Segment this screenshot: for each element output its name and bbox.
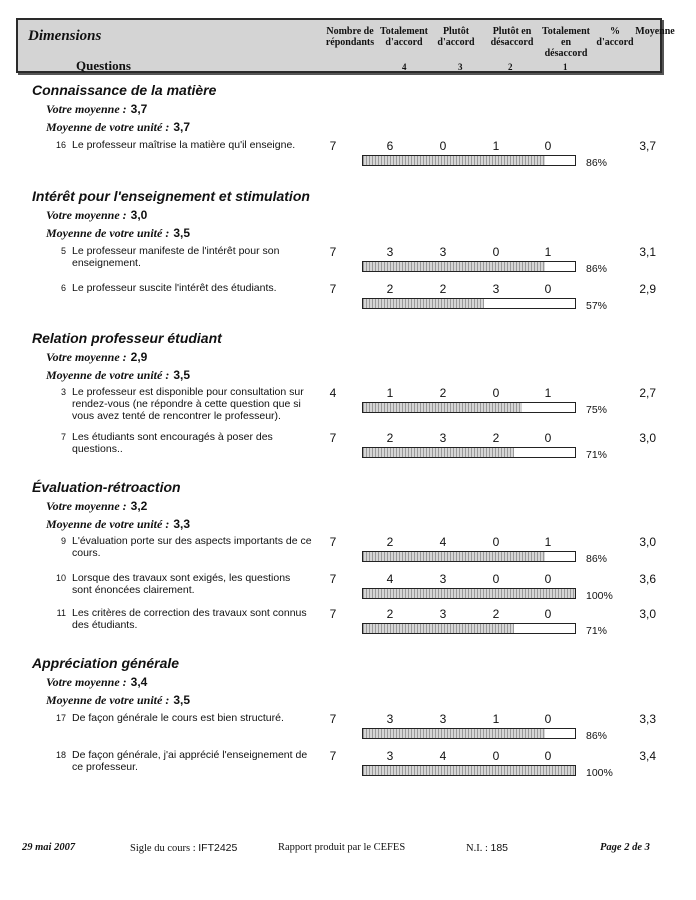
header-column-text: en: [561, 37, 571, 48]
your-average-value: 3,7: [130, 102, 148, 116]
response-count: 1: [492, 712, 500, 726]
question-average: 3,6: [639, 572, 656, 586]
unit-average-value: 3,5: [173, 693, 191, 707]
response-count: 3: [492, 282, 500, 296]
question-number: 3: [60, 387, 66, 397]
respondent-count: 7: [329, 712, 337, 726]
section-title: Intérêt pour l'enseignement et stimulation: [32, 188, 310, 204]
agreement-bar: [362, 155, 576, 166]
response-count: 2: [492, 431, 500, 445]
response-count: 2: [386, 607, 394, 621]
section-title: Évaluation-rétroaction: [32, 479, 181, 495]
agreement-bar-fill: [363, 262, 545, 271]
question-text: Le professeur manifeste de l'intérêt pour son enseignement.: [72, 245, 280, 269]
agreement-bar: [362, 588, 576, 599]
question-text: Les critères de correction des travaux sont connus des étudiants.: [72, 607, 307, 631]
agreement-bar-fill: [363, 552, 545, 561]
question-number: 18: [55, 750, 66, 760]
report-date: 29 mai 2007: [22, 842, 76, 853]
response-count: 2: [492, 607, 500, 621]
unit-average: [46, 226, 190, 241]
agreement-bar-fill: [363, 729, 545, 738]
agreement-bar: [362, 728, 576, 739]
your-average-label: Votre moyenne :: [46, 675, 127, 689]
agreement-bar: [362, 261, 576, 272]
respondent-count: 7: [329, 572, 337, 586]
your-average-value: 2,9: [130, 350, 148, 364]
header-column-text: %: [610, 26, 620, 37]
response-count: 6: [386, 139, 394, 153]
your-average: [46, 350, 147, 365]
response-count: 0: [492, 245, 500, 259]
course-code: [130, 842, 237, 854]
question-text: De façon générale le cours est bien structuré.: [72, 712, 284, 724]
question-average: 2,9: [639, 282, 656, 296]
course-code-value: IFT2425: [198, 842, 238, 854]
question-text: Le professeur est disponible pour consultation sur rendez-vous (ne répondre à cette question que si vous avez tenté de rencontrer le professeur).: [72, 386, 304, 422]
agreement-percent: 75%: [586, 404, 608, 416]
your-average-label: Votre moyenne :: [46, 208, 127, 222]
header-column-text: Moyenne: [635, 26, 675, 37]
header-scale-value: 1: [563, 62, 568, 72]
question-number: 7: [60, 432, 66, 442]
question-average: 2,7: [639, 386, 656, 400]
unit-average-value: 3,3: [173, 517, 191, 531]
response-count: 2: [386, 282, 394, 296]
your-average-label: Votre moyenne :: [46, 499, 127, 513]
header-column-4: [538, 26, 594, 59]
ni-field: [466, 842, 508, 854]
agreement-bar-fill: [363, 403, 522, 412]
question-number: 16: [55, 140, 66, 150]
response-count: 0: [544, 572, 552, 586]
agreement-bar: [362, 623, 576, 634]
agreement-bar: [362, 551, 576, 562]
response-count: 4: [386, 572, 394, 586]
your-average: [46, 499, 147, 514]
your-average-label: Votre moyenne :: [46, 102, 127, 116]
section-title: Connaissance de la matière: [32, 82, 217, 98]
question-number: 10: [55, 573, 66, 583]
question-number: 6: [60, 283, 66, 293]
ni-value: 185: [490, 842, 509, 854]
your-average-label: Votre moyenne :: [46, 350, 127, 364]
respondent-count: 7: [329, 245, 337, 259]
response-count: 0: [492, 535, 500, 549]
response-count: 1: [386, 386, 394, 400]
header-column-text: Plutôt en: [492, 26, 532, 37]
unit-average-value: 3,7: [173, 120, 191, 134]
respondent-count: 7: [329, 607, 337, 621]
response-count: 2: [439, 282, 447, 296]
agreement-percent: 86%: [586, 157, 608, 169]
response-count: 0: [544, 749, 552, 763]
table-header: [16, 18, 675, 73]
unit-average-label: Moyenne de votre unité :: [46, 693, 170, 707]
agreement-percent: 86%: [586, 553, 608, 565]
response-count: 0: [544, 607, 552, 621]
header-column-1: [376, 26, 432, 48]
agreement-bar-fill: [363, 448, 514, 457]
header-column-3: [484, 26, 540, 48]
agreement-percent: 100%: [586, 590, 613, 602]
agreement-percent: 86%: [586, 263, 608, 275]
unit-average-value: 3,5: [173, 368, 191, 382]
question-average: 3,4: [639, 749, 656, 763]
response-count: 0: [439, 139, 447, 153]
header-column-text: répondants: [325, 37, 375, 48]
header-scale-value: 4: [402, 62, 407, 72]
header-column-text: désaccord: [490, 37, 534, 48]
question-average: 3,1: [639, 245, 656, 259]
your-average-value: 3,2: [130, 499, 148, 513]
agreement-percent: 100%: [586, 767, 613, 779]
question-text: De façon générale, j'ai apprécié l'enseignement de ce professeur.: [72, 749, 308, 773]
response-count: 0: [544, 431, 552, 445]
unit-average: [46, 693, 190, 708]
question-number: 17: [55, 713, 66, 723]
question-text: Le professeur maîtrise la matière qu'il enseigne.: [72, 139, 296, 151]
respondent-count: 7: [329, 139, 337, 153]
header-column-text: Totalement: [380, 26, 428, 37]
response-count: 3: [386, 749, 394, 763]
question-text: Lorsque des travaux sont exigés, les questions sont énoncées clairement.: [72, 572, 291, 596]
unit-average: [46, 120, 190, 135]
header-column-0: [318, 26, 382, 48]
agreement-percent: 57%: [586, 300, 608, 312]
unit-average: [46, 517, 190, 532]
report-producer: Rapport produit par le CEFES: [278, 842, 406, 853]
question-average: 3,0: [639, 431, 656, 445]
question-number: 9: [60, 536, 66, 546]
questions-heading: Questions: [76, 58, 131, 73]
agreement-bar: [362, 402, 576, 413]
response-count: 3: [386, 245, 394, 259]
unit-average-label: Moyenne de votre unité :: [46, 368, 170, 382]
header-column-text: Totalement: [542, 26, 590, 37]
dimensions-heading: Dimensions: [28, 28, 102, 44]
header-scale-value: 3: [458, 62, 463, 72]
your-average: [46, 675, 147, 690]
response-count: 1: [544, 535, 552, 549]
response-count: 3: [439, 572, 447, 586]
response-count: 0: [544, 282, 552, 296]
question-average: 3,7: [639, 139, 656, 153]
respondent-count: 7: [329, 282, 337, 296]
agreement-bar-fill: [363, 766, 575, 775]
unit-average-label: Moyenne de votre unité :: [46, 517, 170, 531]
response-count: 3: [439, 431, 447, 445]
unit-average-value: 3,5: [173, 226, 191, 240]
agreement-bar-fill: [363, 624, 514, 633]
response-count: 3: [439, 245, 447, 259]
response-count: 0: [544, 139, 552, 153]
agreement-bar: [362, 765, 576, 776]
header-scale-value: 2: [508, 62, 513, 72]
header-column-2: [430, 26, 482, 48]
header-column-text: d'accord: [437, 37, 475, 48]
agreement-bar-fill: [363, 299, 484, 308]
agreement-percent: 71%: [586, 449, 608, 461]
header-column-text: Plutôt: [442, 26, 470, 37]
question-average: 3,0: [639, 607, 656, 621]
response-count: 2: [439, 386, 447, 400]
agreement-percent: 71%: [586, 625, 608, 637]
agreement-bar-fill: [363, 589, 575, 598]
agreement-bar: [362, 298, 576, 309]
response-count: 0: [492, 749, 500, 763]
ni-label: N.I. :: [466, 843, 488, 854]
agreement-bar: [362, 447, 576, 458]
respondent-count: 4: [329, 386, 337, 400]
response-count: 2: [386, 535, 394, 549]
unit-average-label: Moyenne de votre unité :: [46, 120, 170, 134]
response-count: 3: [386, 712, 394, 726]
response-count: 1: [492, 139, 500, 153]
header-column-text: Nombre de: [326, 26, 374, 37]
question-text: L'évaluation porte sur des aspects importants de ce cours.: [72, 535, 312, 559]
response-count: 0: [492, 386, 500, 400]
your-average-value: 3,0: [130, 208, 148, 222]
respondent-count: 7: [329, 535, 337, 549]
response-count: 0: [492, 572, 500, 586]
respondent-count: 7: [329, 749, 337, 763]
response-count: 4: [439, 749, 447, 763]
section-title: Appréciation générale: [32, 655, 180, 671]
question-average: 3,3: [639, 712, 656, 726]
header-column-text: d'accord: [385, 37, 423, 48]
response-count: 1: [544, 386, 552, 400]
response-count: 3: [439, 607, 447, 621]
unit-average: [46, 368, 190, 383]
respondent-count: 7: [329, 431, 337, 445]
response-count: 0: [544, 712, 552, 726]
response-count: 3: [439, 712, 447, 726]
question-average: 3,0: [639, 535, 656, 549]
question-number: 5: [60, 246, 66, 256]
agreement-percent: 86%: [586, 730, 608, 742]
question-number: 11: [56, 608, 66, 618]
page-number: Page 2 de 3: [600, 842, 650, 853]
response-count: 4: [439, 535, 447, 549]
header-column-6: [630, 26, 680, 37]
section-title: Relation professeur étudiant: [32, 330, 222, 346]
agreement-bar-fill: [363, 156, 545, 165]
course-code-label: Sigle du cours :: [130, 843, 196, 854]
header-column-text: d'accord: [596, 37, 634, 48]
your-average: [46, 102, 147, 117]
response-count: 1: [544, 245, 552, 259]
unit-average-label: Moyenne de votre unité :: [46, 226, 170, 240]
question-text: Les étudiants sont encouragés à poser des questions..: [72, 431, 273, 455]
header-column-text: désaccord: [544, 48, 588, 59]
question-text: Le professeur suscite l'intérêt des étudiants.: [72, 282, 277, 294]
your-average: [46, 208, 147, 223]
your-average-value: 3,4: [130, 675, 148, 689]
response-count: 2: [386, 431, 394, 445]
